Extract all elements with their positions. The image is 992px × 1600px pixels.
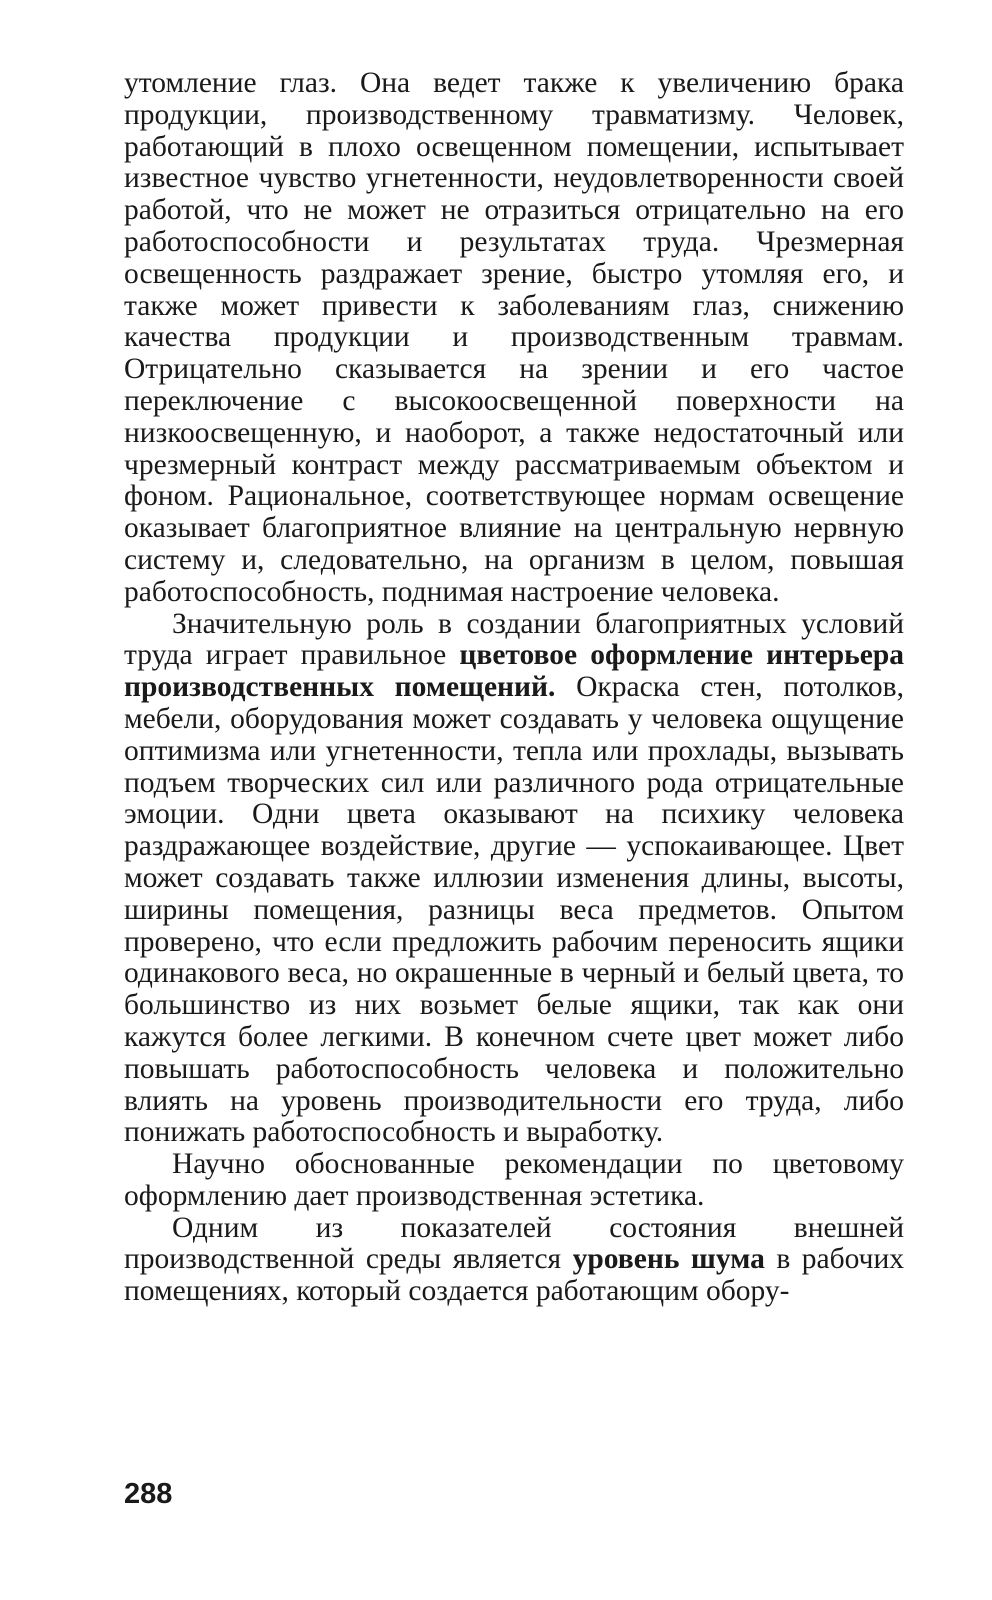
paragraph-2-text-after: Окраска стен, потолков, мебели, оборудования может создавать у человека ощущение оптимизма или угнетенности, тепла или прохлады, вызывать подъем творческих сил или различного рода отрицательные эмоции. Одни цвета оказывают на психику человека раздражающее воздействие, другие — успокаивающее. Цвет может создавать также иллюзии изменения длины, высоты, ширины помещения, разницы веса предметов. Опытом проверено, что если предложить рабочим переносить ящики одинакового веса, но окрашенные в черный и белый цвета, то большинство из них возьмет белые ящики, так как они кажутся более легкими. В конечном счете цвет может либо повышать работоспособность человека и положительно влиять на уровень производительности его труда, либо понижать работоспособность и выработку. bbox=[124, 671, 904, 1149]
paragraph-4-text-before: Одним из показателей состояния внешней производственной среды является bbox=[124, 1211, 904, 1276]
paragraph-4-text-after: в рабочих помещениях, который создается работающим обору- bbox=[124, 1243, 904, 1308]
paragraph-3-text: Научно обоснованные рекомендации по цветовому оформлению дает производственная эстетика. bbox=[124, 1148, 904, 1212]
paragraph-1-text: утомление глаз. Она ведет также к увеличению брака продукции, производственному травматизму. Человек, работающий в плохо освещенном помещении, испытывает известное чувство угнетенности, неудовлетворенности своей работой, что не может не отразиться отрицательно на его работоспособности и результатах труда. Чрезмерная освещенность раздражает зрение, быстро утомляя его, и также может привести к заболеваниям глаз, снижению качества продукции и производственным травмам. Отрицательно сказывается на зрении и его частое переключение с высокоосвещенной поверхности на низкоосвещенную, и наоборот, а также недостаточный или чрезмерный контраст между рассматриваемым объектом и фоном. Рациональное, соответствующее нормам освещение оказывает благоприятное влияние на центральную нервную систему и, следовательно, на организм в целом, повышая работоспособность, поднимая настроение человека. bbox=[124, 67, 904, 608]
paragraph-4 bbox=[124, 1213, 904, 1308]
paragraph-4-bold-term: уровень шума bbox=[572, 1243, 765, 1276]
paragraph-2-text-before: Значительную роль в создании благоприятных условий труда играет правильное bbox=[124, 607, 904, 672]
paragraph-2 bbox=[124, 609, 904, 1150]
paragraph-3 bbox=[124, 1149, 904, 1213]
page-number: 288 bbox=[124, 1478, 173, 1510]
paragraph-2-bold-term: цветовое оформление интерьера производственных помещений. bbox=[124, 639, 904, 704]
page-body-text bbox=[124, 68, 904, 1308]
paragraph-1 bbox=[124, 68, 904, 609]
